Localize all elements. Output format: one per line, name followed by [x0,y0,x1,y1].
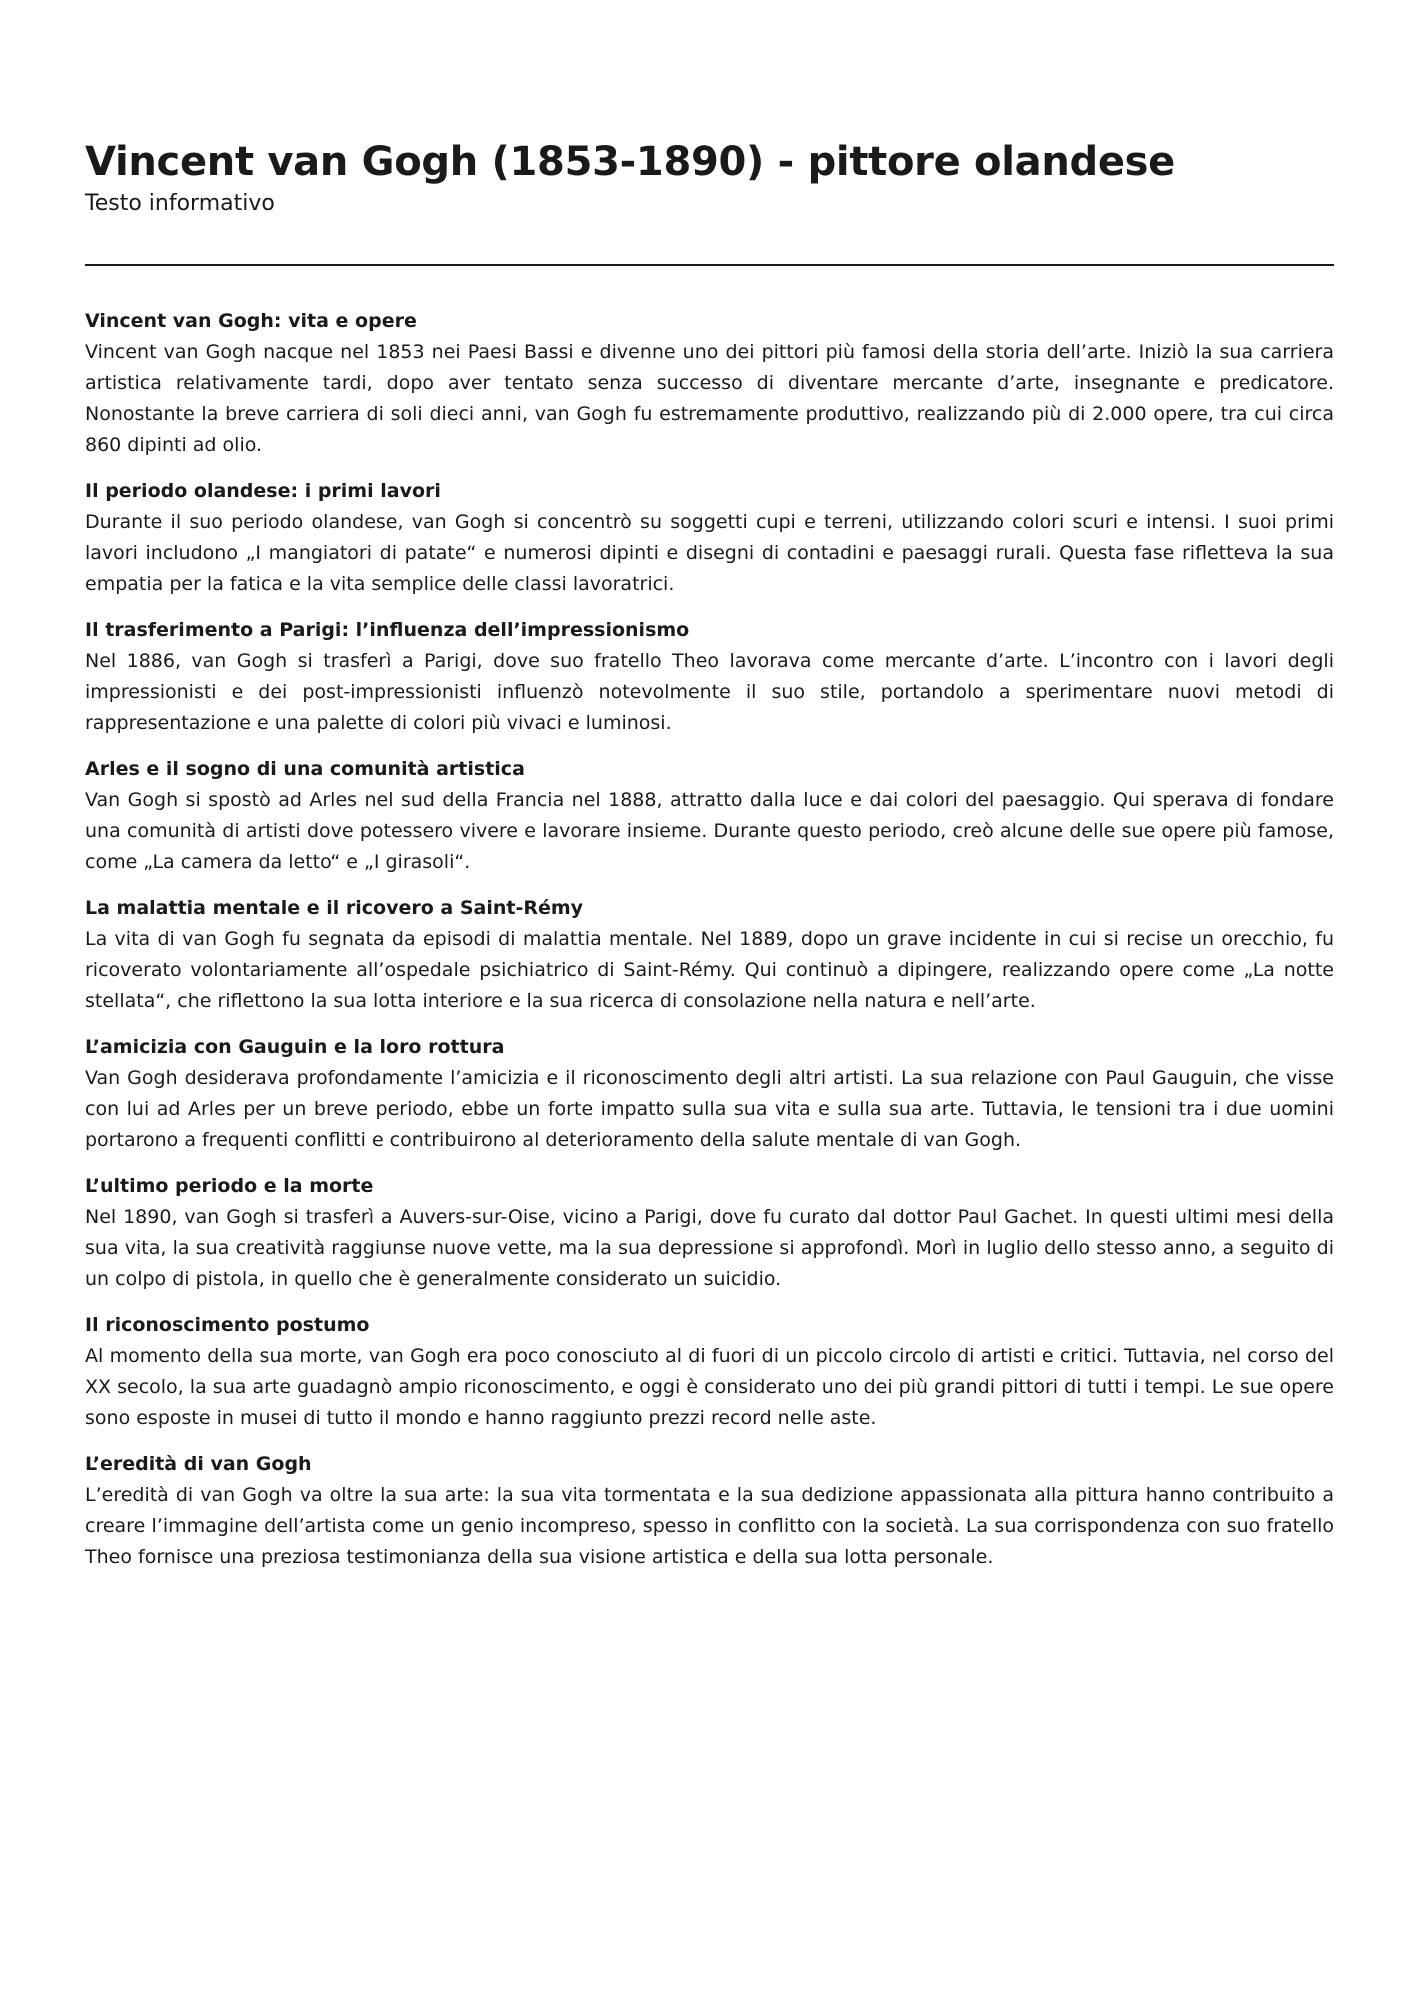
section-eredita [85,1449,1334,1573]
section-body: Van Gogh desiderava profondamente l’amicizia e il riconoscimento degli altri artisti. La sua relazione con Paul Gauguin, che visse con lui ad Arles per un breve periodo, ebbe un forte impatto sulla sua vita e sulla sua arte. Tuttavia, le tensioni tra i due uomini portarono a frequenti conflitti e contribuirono al deterioramento della salute mentale di van Gogh. [85,1067,1334,1151]
section-heading: Il riconoscimento postumo [85,1314,370,1336]
section-body: La vita di van Gogh fu segnata da episodi di malattia mentale. Nel 1889, dopo un grave incidente in cui si recise un orecchio, fu ricoverato volontariamente all’ospedale psichiatrico di Saint-Rémy. Qui continuò a dipingere, realizzando opere come „La notte stellata“, che riflettono la sua lotta interiore e la sua ricerca di consolazione nella natura e nell’arte. [85,928,1334,1012]
section-body: L’eredità di van Gogh va oltre la sua arte: la sua vita tormentata e la sua dedizione appassionata alla pittura hanno contribuito a creare l’immagine dell’artista come un genio incompreso, spesso in conflitto con la società. La sua corrispondenza con suo fratello Theo fornisce una preziosa testimonianza della sua visione artistica e della sua lotta personale. [85,1484,1334,1568]
section-gauguin [85,1032,1334,1156]
section-body: Nel 1890, van Gogh si trasferì a Auvers-sur-Oise, vicino a Parigi, dove fu curato dal dottor Paul Gachet. In questi ultimi mesi della sua vita, la sua creatività raggiunse nuove vette, ma la sua depressione si approfondì. Morì in luglio dello stesso anno, a seguito di un colpo di pistola, in quello che è generalmente considerato un suicidio. [85,1206,1334,1290]
section-heading: La malattia mentale e il ricovero a Saint-Rémy [85,897,584,919]
section-body: Van Gogh si spostò ad Arles nel sud della Francia nel 1888, attratto dalla luce e dai colori del paesaggio. Qui sperava di fondare una comunità di artisti dove potessero vivere e lavorare insieme. Durante questo periodo, creò alcune delle sue opere più famose, come „La camera da letto“ e „I girasoli“. [85,789,1334,873]
section-arles [85,754,1334,878]
section-body: Al momento della sua morte, van Gogh era poco conosciuto al di fuori di un piccolo circolo di artisti e critici. Tuttavia, nel corso del XX secolo, la sua arte guadagnò ampio riconoscimento, e oggi è considerato uno dei più grandi pittori di tutti i tempi. Le sue opere sono esposte in musei di tutto il mondo e hanno raggiunto prezzi record nelle aste. [85,1345,1334,1429]
section-ultimo-periodo [85,1171,1334,1295]
document-title: Vincent van Gogh (1853-1890) - pittore olandese [85,139,1176,185]
section-heading: L’amicizia con Gauguin e la loro rottura [85,1036,505,1058]
section-heading: L’eredità di van Gogh [85,1453,312,1475]
section-riconoscimento-postumo [85,1310,1334,1434]
section-heading: Vincent van Gogh: vita e opere [85,310,417,332]
section-vita-e-opere [85,306,1334,461]
section-periodo-olandese [85,476,1334,600]
section-saint-remy [85,893,1334,1017]
section-body: Durante il suo periodo olandese, van Gogh si concentrò su soggetti cupi e terreni, utilizzando colori scuri e intensi. I suoi primi lavori includono „I mangiatori di patate“ e numerosi dipinti e disegni di contadini e paesaggi rurali. Questa fase rifletteva la sua empatia per la fatica e la vita semplice delle classi lavoratrici. [85,511,1334,595]
section-heading: Arles e il sogno di una comunità artistica [85,758,525,780]
section-heading: Il periodo olandese: i primi lavori [85,480,441,502]
header-divider [85,264,1334,266]
document-subtitle: Testo informativo [85,191,275,216]
section-parigi [85,615,1334,739]
section-heading: Il trasferimento a Parigi: l’influenza dell’impressionismo [85,619,690,641]
section-body: Nel 1886, van Gogh si trasferì a Parigi, dove suo fratello Theo lavorava come mercante d’arte. L’incontro con i lavori degli impressionisti e dei post-impressionisti influenzò notevolmente il suo stile, portandolo a sperimentare nuovi metodi di rappresentazione e una palette di colori più vivaci e luminosi. [85,650,1334,734]
sections-container [85,306,1334,1573]
section-heading: L’ultimo periodo e la morte [85,1175,374,1197]
section-body: Vincent van Gogh nacque nel 1853 nei Paesi Bassi e divenne uno dei pittori più famosi della storia dell’arte. Iniziò la sua carriera artistica relativamente tardi, dopo aver tentato senza successo di diventare mercante d’arte, insegnante e predicatore. Nonostante la breve carriera di soli dieci anni, van Gogh fu estremamente produttivo, realizzando più di 2.000 opere, tra cui circa 860 dipinti ad olio. [85,341,1334,456]
